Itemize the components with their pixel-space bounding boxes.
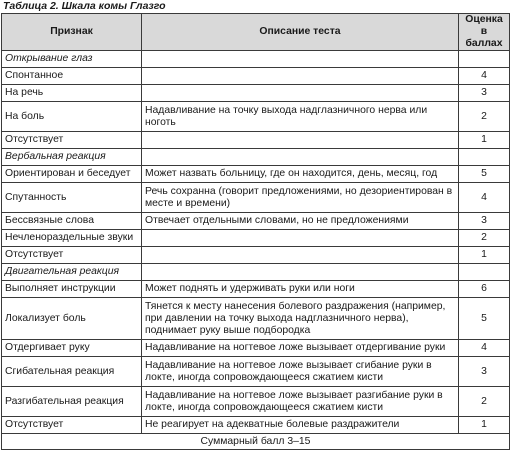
table-row [2, 68, 510, 85]
cell-sign: Отсутствует [2, 132, 142, 149]
cell-score: 2 [459, 102, 510, 132]
table-caption: Таблица 2. Шкала комы Глазго [3, 0, 166, 12]
cell-description [142, 264, 459, 281]
cell-description [142, 68, 459, 85]
cell-score: 2 [459, 230, 510, 247]
cell-sign: Спутанность [2, 183, 142, 213]
cell-score: 1 [459, 247, 510, 264]
cell-score: 5 [459, 166, 510, 183]
glasgow-coma-scale-table [1, 13, 510, 450]
cell-description: Надавливание на ногтевое ложе вызывает разгибание руки в локте, иногда сопровождающееся сжатием кисти [142, 387, 459, 417]
table-row [2, 85, 510, 102]
cell-score: 3 [459, 213, 510, 230]
table-row [2, 417, 510, 434]
cell-sign: Разгибательная реакция [2, 387, 142, 417]
cell-description [142, 85, 459, 102]
cell-score: 1 [459, 417, 510, 434]
cell-sign: Спонтанное [2, 68, 142, 85]
cell-description: Может поднять и удерживать руки или ноги [142, 281, 459, 298]
footer-row [2, 434, 510, 450]
cell-score: 5 [459, 298, 510, 340]
cell-description: Отвечает отдельными словами, но не предложениями [142, 213, 459, 230]
table-footer [2, 434, 510, 450]
cell-score: 3 [459, 357, 510, 387]
cell-sign: Отсутствует [2, 417, 142, 434]
cell-score: 2 [459, 387, 510, 417]
table-row [2, 102, 510, 132]
table-row [2, 281, 510, 298]
cell-sign: Двигательная реакция [2, 264, 142, 281]
cell-score: 4 [459, 68, 510, 85]
cell-description [142, 51, 459, 68]
table-row-section [2, 149, 510, 166]
table-row [2, 247, 510, 264]
cell-score: 4 [459, 183, 510, 213]
cell-sign: Отсутствует [2, 247, 142, 264]
cell-score: 4 [459, 340, 510, 357]
table-row [2, 213, 510, 230]
cell-sign: Ориентирован и беседует [2, 166, 142, 183]
table-body [2, 51, 510, 434]
cell-description: Надавливание на ногтевое ложе вызывает сгибание руки в локте, иногда сопровождающееся сжатием кисти [142, 357, 459, 387]
cell-description: Речь сохранна (говорит предложениями, но дезориентирован в месте и времени) [142, 183, 459, 213]
cell-sign: Вербальная реакция [2, 149, 142, 166]
table-row [2, 183, 510, 213]
table-row [2, 387, 510, 417]
cell-score [459, 149, 510, 166]
header-sign: Признак [2, 14, 142, 51]
cell-description [142, 230, 459, 247]
cell-score: 6 [459, 281, 510, 298]
cell-sign: На боль [2, 102, 142, 132]
header-row [2, 14, 510, 51]
table-row [2, 230, 510, 247]
cell-description: Надавливание на точку выхода надглазничного нерва или ноготь [142, 102, 459, 132]
total-score-cell: Суммарный балл 3–15 [2, 434, 510, 450]
cell-score: 3 [459, 85, 510, 102]
cell-description: Надавливание на ногтевое ложе вызывает отдергивание руки [142, 340, 459, 357]
table-row-section [2, 264, 510, 281]
table-row [2, 166, 510, 183]
table-header [2, 14, 510, 51]
cell-score: 1 [459, 132, 510, 149]
table-row [2, 132, 510, 149]
cell-score [459, 51, 510, 68]
cell-description [142, 149, 459, 166]
table-row [2, 357, 510, 387]
cell-sign: Бессвязные слова [2, 213, 142, 230]
table-row-section [2, 51, 510, 68]
cell-description: Может назвать больницу, где он находится, день, месяц, год [142, 166, 459, 183]
cell-sign: Выполняет инструкции [2, 281, 142, 298]
cell-sign: Отдергивает руку [2, 340, 142, 357]
cell-score [459, 264, 510, 281]
header-description: Описание теста [142, 14, 459, 51]
cell-description [142, 132, 459, 149]
cell-description: Тянется к месту нанесения болевого раздражения (например, при давлении на точку выхода надглазничного нерва), поднимает руку выше подбородка [142, 298, 459, 340]
table-row [2, 340, 510, 357]
cell-description [142, 247, 459, 264]
cell-sign: Локализует боль [2, 298, 142, 340]
header-score: Оценка в баллах [459, 14, 510, 51]
table-row [2, 298, 510, 340]
cell-description: Не реагирует на адекватные болевые раздражители [142, 417, 459, 434]
cell-sign: На речь [2, 85, 142, 102]
cell-sign: Открывание глаз [2, 51, 142, 68]
cell-sign: Сгибательная реакция [2, 357, 142, 387]
cell-sign: Нечленораздельные звуки [2, 230, 142, 247]
